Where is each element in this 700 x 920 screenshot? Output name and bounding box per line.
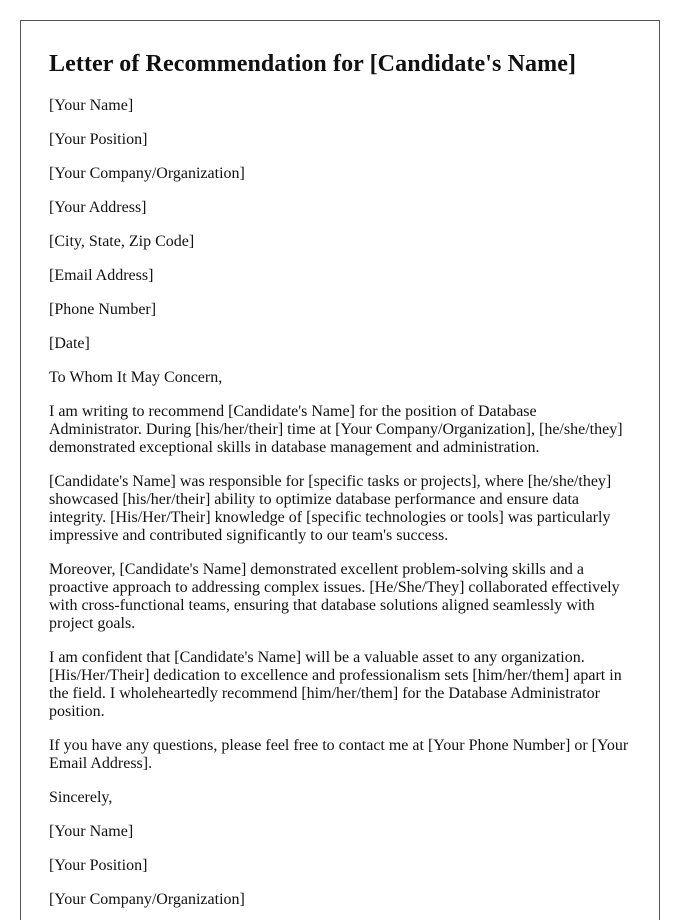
sender-address: [Your Address] <box>49 199 147 216</box>
letter-date: [Date] <box>49 335 90 352</box>
salutation: To Whom It May Concern, <box>49 369 223 386</box>
body-paragraph: Moreover, [Candidate's Name] demonstrated excellent problem-solving skills and a proactive approach to addressing complex issues. [He/She/They] collaborated effectively with cross-functional teams, ensuring that database solutions aligned seamlessly with project goals. <box>49 561 620 632</box>
sender-company: [Your Company/Organization] <box>49 165 245 182</box>
letter-body <box>49 403 631 773</box>
sender-block <box>49 97 631 353</box>
letter-title: Letter of Recommendation for [Candidate's Name] <box>49 51 577 77</box>
body-paragraph: If you have any questions, please feel free to contact me at [Your Phone Number] or [Your Email Address]. <box>49 737 629 772</box>
sender-phone: [Phone Number] <box>49 301 157 318</box>
body-paragraph: I am confident that [Candidate's Name] will be a valuable asset to any organization. [His/Her/Their] dedication to excellence and professionalism sets [him/her/them] apart in the field. I wholeheartedly recommend [him/her/them] for the Database Administrator position. <box>49 649 622 720</box>
signature-block <box>49 823 631 909</box>
sender-position: [Your Position] <box>49 131 148 148</box>
sender-email: [Email Address] <box>49 267 154 284</box>
closing: Sincerely, <box>49 789 113 806</box>
sender-name: [Your Name] <box>49 97 134 114</box>
signature-company: [Your Company/Organization] <box>49 891 245 908</box>
signature-position: [Your Position] <box>49 857 148 874</box>
signature-name: [Your Name] <box>49 823 134 840</box>
body-paragraph: [Candidate's Name] was responsible for [specific tasks or projects], where [he/she/they] showcased [his/her/their] ability to optimize database performance and ensure data integrity. [His/Her/Their] knowledge of [specific technologies or tools] was particularly impressive and contributed significantly to our team's success. <box>49 473 612 544</box>
sender-city-state-zip: [City, State, Zip Code] <box>49 233 195 250</box>
letter-document <box>20 20 660 920</box>
body-paragraph: I am writing to recommend [Candidate's Name] for the position of Database Administrator. During [his/her/their] time at [Your Company/Organization], [he/she/they] demonstrated exceptional skills in database management and administration. <box>49 403 623 456</box>
